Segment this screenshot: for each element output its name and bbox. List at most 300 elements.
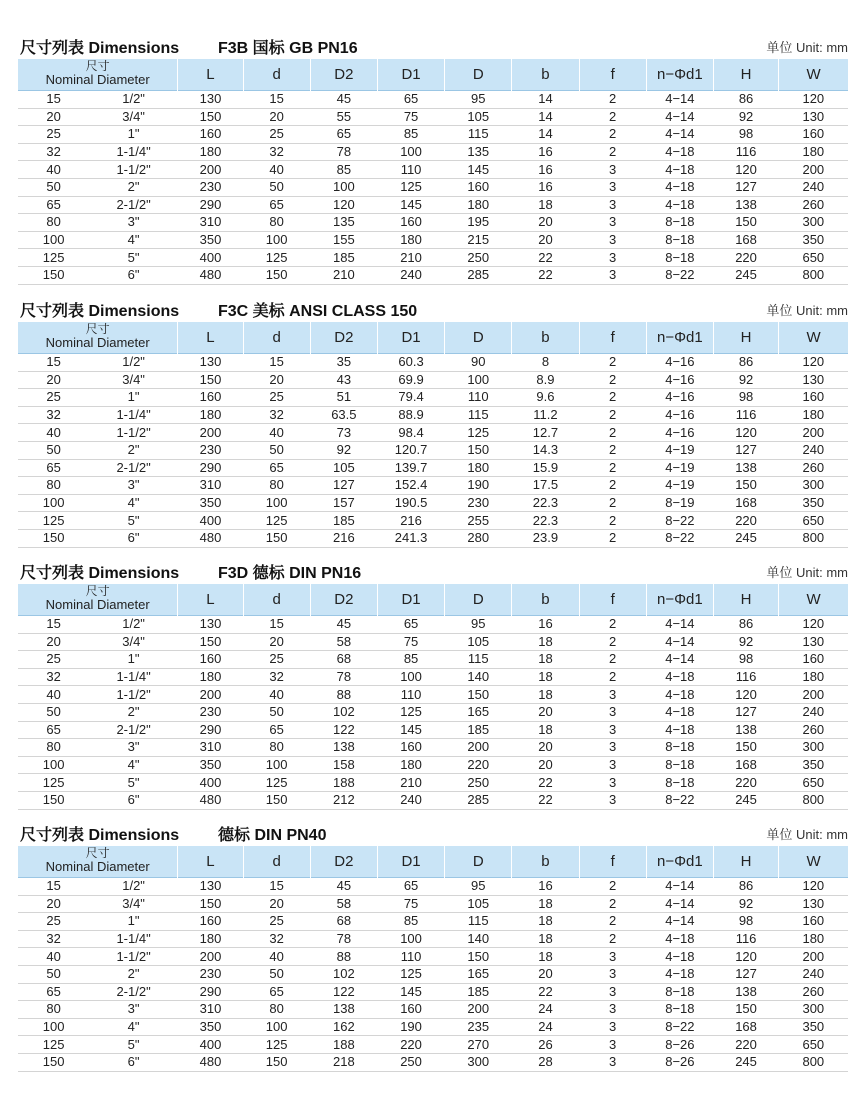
nominal-dn-cell: 25 [18,389,89,407]
col-l-cell: 180 [178,143,243,161]
col-f-cell: 2 [579,494,646,512]
col-h-cell: 127 [713,965,778,983]
col-h-cell: 116 [713,668,778,686]
col-h-cell: 138 [713,196,778,214]
nominal-inch-cell: 4" [89,231,178,249]
col-l-cell: 400 [178,774,243,792]
col-dd-cell: 150 [445,948,512,966]
col-w-cell: 650 [779,774,848,792]
col-n-d1-cell: 4−16 [646,354,713,372]
col-l-cell: 200 [178,948,243,966]
col-d1-cell: 152.4 [377,477,444,495]
col-l-cell: 200 [178,161,243,179]
table-row [18,477,848,495]
col-b-cell: 18 [512,196,579,214]
col-d1-cell: 241.3 [377,529,444,547]
col-b-cell: 16 [512,143,579,161]
table-row [18,756,848,774]
col-d1-cell: 65 [377,878,444,896]
col-w-cell: 350 [779,494,848,512]
nominal-dn-cell: 32 [18,143,89,161]
nominal-dn-cell: 50 [18,178,89,196]
col-d-cell: 65 [243,196,310,214]
col-dd-cell: 95 [445,616,512,634]
col-d2-cell: 63.5 [310,406,377,424]
header-col-d2: D2 [310,584,377,616]
col-d2-cell: 218 [310,1053,377,1071]
col-b-cell: 16 [512,178,579,196]
col-w-cell: 650 [779,512,848,530]
col-d1-cell: 75 [377,633,444,651]
header-col-b: b [512,584,579,616]
col-n-d1-cell: 4−14 [646,913,713,931]
nominal-dn-cell: 50 [18,965,89,983]
col-b-cell: 16 [512,616,579,634]
col-d-cell: 15 [243,354,310,372]
table-row [18,389,848,407]
nominal-inch-cell: 2-1/2" [89,983,178,1001]
col-b-cell: 18 [512,686,579,704]
nominal-dn-cell: 32 [18,930,89,948]
nominal-inch-cell: 1/2" [89,354,178,372]
header-col-n-d1: n−Φd1 [646,846,713,878]
table-row [18,424,848,442]
col-d1-cell: 100 [377,143,444,161]
nominal-inch-cell: 2" [89,441,178,459]
col-d-cell: 25 [243,389,310,407]
col-h-cell: 98 [713,913,778,931]
col-h-cell: 127 [713,441,778,459]
col-d2-cell: 68 [310,651,377,669]
col-d2-cell: 100 [310,178,377,196]
col-n-d1-cell: 8−22 [646,266,713,284]
header-nominal-diameter-cn: 尺寸 [85,584,110,598]
col-d2-cell: 105 [310,459,377,477]
col-d1-cell: 145 [377,983,444,1001]
col-h-cell: 168 [713,494,778,512]
col-dd-cell: 110 [445,389,512,407]
col-d2-cell: 102 [310,703,377,721]
col-w-cell: 650 [779,249,848,267]
col-d2-cell: 120 [310,196,377,214]
col-d1-cell: 85 [377,651,444,669]
col-w-cell: 800 [779,791,848,809]
table-row [18,686,848,704]
col-l-cell: 180 [178,930,243,948]
nominal-inch-cell: 2-1/2" [89,196,178,214]
col-n-d1-cell: 4−14 [646,616,713,634]
col-d-cell: 25 [243,651,310,669]
col-d-cell: 32 [243,143,310,161]
col-d2-cell: 88 [310,686,377,704]
col-b-cell: 24 [512,1018,579,1036]
dimension-section-1 [18,33,848,285]
table-row [18,126,848,144]
col-h-cell: 92 [713,108,778,126]
col-d2-cell: 158 [310,756,377,774]
table-row [18,965,848,983]
nominal-dn-cell: 125 [18,512,89,530]
header-col-d2: D2 [310,322,377,354]
table-row [18,721,848,739]
col-l-cell: 160 [178,389,243,407]
col-d2-cell: 138 [310,1001,377,1019]
col-w-cell: 180 [779,930,848,948]
col-dd-cell: 140 [445,930,512,948]
col-l-cell: 350 [178,1018,243,1036]
nominal-dn-cell: 32 [18,668,89,686]
nominal-dn-cell: 80 [18,214,89,232]
col-l-cell: 200 [178,424,243,442]
col-dd-cell: 235 [445,1018,512,1036]
col-n-d1-cell: 4−16 [646,406,713,424]
col-b-cell: 22 [512,266,579,284]
col-d2-cell: 185 [310,249,377,267]
nominal-inch-cell: 1-1/2" [89,161,178,179]
col-d-cell: 40 [243,948,310,966]
nominal-inch-cell: 1/2" [89,91,178,109]
col-b-cell: 24 [512,1001,579,1019]
col-d1-cell: 110 [377,161,444,179]
col-l-cell: 230 [178,441,243,459]
table-row [18,249,848,267]
col-f-cell: 2 [579,477,646,495]
col-d1-cell: 220 [377,1036,444,1054]
header-col-l: L [178,846,243,878]
col-d-cell: 20 [243,895,310,913]
col-d1-cell: 79.4 [377,389,444,407]
col-d-cell: 150 [243,791,310,809]
nominal-dn-cell: 80 [18,477,89,495]
col-b-cell: 18 [512,948,579,966]
col-dd-cell: 270 [445,1036,512,1054]
nominal-inch-cell: 3/4" [89,895,178,913]
section-standard: F3C 美标 ANSI CLASS 150 [218,303,418,320]
col-dd-cell: 200 [445,739,512,757]
col-d2-cell: 155 [310,231,377,249]
col-h-cell: 120 [713,424,778,442]
header-nominal-diameter-en: Nominal Diameter [45,72,150,87]
col-w-cell: 120 [779,354,848,372]
col-d1-cell: 160 [377,1001,444,1019]
col-dd-cell: 105 [445,895,512,913]
col-d-cell: 32 [243,406,310,424]
col-d1-cell: 110 [377,948,444,966]
col-n-d1-cell: 4−18 [646,703,713,721]
col-f-cell: 3 [579,161,646,179]
col-h-cell: 168 [713,1018,778,1036]
col-n-d1-cell: 4−18 [646,948,713,966]
col-d-cell: 50 [243,441,310,459]
col-n-d1-cell: 8−18 [646,983,713,1001]
col-d1-cell: 100 [377,668,444,686]
col-d1-cell: 125 [377,965,444,983]
col-d-cell: 125 [243,249,310,267]
col-b-cell: 22 [512,774,579,792]
header-col-w: W [779,584,848,616]
nominal-dn-cell: 150 [18,529,89,547]
col-h-cell: 168 [713,231,778,249]
col-d1-cell: 85 [377,913,444,931]
col-l-cell: 400 [178,249,243,267]
header-col-d2: D2 [310,59,377,91]
col-l-cell: 310 [178,214,243,232]
nominal-inch-cell: 5" [89,249,178,267]
col-n-d1-cell: 4−18 [646,196,713,214]
col-d2-cell: 43 [310,371,377,389]
header-col-d: d [243,322,310,354]
col-b-cell: 23.9 [512,529,579,547]
col-f-cell: 2 [579,143,646,161]
header-col-dd: D [445,59,512,91]
col-d1-cell: 180 [377,756,444,774]
col-d1-cell: 145 [377,721,444,739]
col-n-d1-cell: 4−14 [646,633,713,651]
col-dd-cell: 185 [445,983,512,1001]
col-f-cell: 3 [579,1018,646,1036]
table-row [18,196,848,214]
table-row [18,354,848,372]
col-w-cell: 300 [779,1001,848,1019]
col-w-cell: 130 [779,371,848,389]
nominal-inch-cell: 1/2" [89,616,178,634]
nominal-inch-cell: 3/4" [89,633,178,651]
col-d1-cell: 180 [377,231,444,249]
col-f-cell: 2 [579,930,646,948]
col-dd-cell: 200 [445,1001,512,1019]
col-w-cell: 120 [779,91,848,109]
col-d-cell: 150 [243,266,310,284]
col-d2-cell: 58 [310,895,377,913]
col-w-cell: 120 [779,616,848,634]
table-row [18,1018,848,1036]
col-b-cell: 18 [512,913,579,931]
col-l-cell: 400 [178,1036,243,1054]
col-l-cell: 160 [178,913,243,931]
col-b-cell: 22.3 [512,512,579,530]
col-l-cell: 310 [178,1001,243,1019]
nominal-inch-cell: 1" [89,651,178,669]
table-row [18,668,848,686]
col-d2-cell: 92 [310,441,377,459]
nominal-dn-cell: 40 [18,424,89,442]
header-nominal-diameter-en: Nominal Diameter [45,859,150,874]
nominal-inch-cell: 3/4" [89,108,178,126]
col-n-d1-cell: 4−16 [646,424,713,442]
col-n-d1-cell: 4−18 [646,143,713,161]
section-standard: F3D 德标 DIN PN16 [218,565,362,582]
col-f-cell: 3 [579,739,646,757]
table-header-row [18,584,848,616]
header-col-n-d1: n−Φd1 [646,322,713,354]
col-l-cell: 150 [178,895,243,913]
col-b-cell: 18 [512,633,579,651]
table-row [18,178,848,196]
nominal-dn-cell: 25 [18,126,89,144]
col-n-d1-cell: 8−18 [646,231,713,249]
col-w-cell: 160 [779,913,848,931]
col-b-cell: 28 [512,1053,579,1071]
col-w-cell: 120 [779,878,848,896]
col-f-cell: 2 [579,895,646,913]
col-d2-cell: 35 [310,354,377,372]
col-b-cell: 22 [512,791,579,809]
nominal-inch-cell: 1-1/2" [89,948,178,966]
col-d1-cell: 88.9 [377,406,444,424]
col-h-cell: 92 [713,633,778,651]
col-h-cell: 116 [713,143,778,161]
col-d1-cell: 75 [377,108,444,126]
header-nominal-diameter [18,59,178,91]
header-col-d: d [243,584,310,616]
col-dd-cell: 140 [445,668,512,686]
section-title: 尺寸列表 Dimensions [20,303,180,320]
table-row [18,1001,848,1019]
nominal-inch-cell: 5" [89,512,178,530]
col-dd-cell: 195 [445,214,512,232]
col-d1-cell: 60.3 [377,354,444,372]
nominal-inch-cell: 4" [89,494,178,512]
col-w-cell: 180 [779,143,848,161]
col-n-d1-cell: 4−14 [646,126,713,144]
col-dd-cell: 160 [445,178,512,196]
col-d1-cell: 210 [377,249,444,267]
col-dd-cell: 180 [445,459,512,477]
header-col-dd: D [445,846,512,878]
table-row [18,739,848,757]
table-row [18,948,848,966]
col-l-cell: 160 [178,651,243,669]
nominal-dn-cell: 150 [18,791,89,809]
col-h-cell: 220 [713,1036,778,1054]
header-col-b: b [512,322,579,354]
dimensions-table [18,322,848,548]
col-f-cell: 3 [579,196,646,214]
nominal-inch-cell: 5" [89,774,178,792]
col-d1-cell: 190 [377,1018,444,1036]
col-d1-cell: 100 [377,930,444,948]
col-d-cell: 40 [243,424,310,442]
nominal-inch-cell: 1-1/2" [89,686,178,704]
header-col-b: b [512,846,579,878]
col-d2-cell: 78 [310,930,377,948]
header-nominal-diameter-cn: 尺寸 [85,322,110,336]
col-b-cell: 8 [512,354,579,372]
col-f-cell: 3 [579,231,646,249]
nominal-inch-cell: 1" [89,913,178,931]
nominal-dn-cell: 15 [18,616,89,634]
col-f-cell: 3 [579,1001,646,1019]
col-d2-cell: 65 [310,126,377,144]
col-n-d1-cell: 4−14 [646,895,713,913]
col-w-cell: 800 [779,266,848,284]
col-n-d1-cell: 4−14 [646,651,713,669]
col-l-cell: 130 [178,616,243,634]
col-b-cell: 17.5 [512,477,579,495]
col-d1-cell: 190.5 [377,494,444,512]
col-h-cell: 138 [713,983,778,1001]
table-row [18,371,848,389]
col-w-cell: 200 [779,686,848,704]
col-f-cell: 2 [579,91,646,109]
col-h-cell: 138 [713,721,778,739]
nominal-inch-cell: 5" [89,1036,178,1054]
header-col-f: f [579,322,646,354]
col-d-cell: 125 [243,512,310,530]
col-b-cell: 20 [512,965,579,983]
col-l-cell: 350 [178,494,243,512]
col-n-d1-cell: 4−19 [646,441,713,459]
col-dd-cell: 220 [445,756,512,774]
header-col-dd: D [445,584,512,616]
col-n-d1-cell: 4−18 [646,965,713,983]
section-header [18,820,848,846]
col-w-cell: 350 [779,231,848,249]
col-d1-cell: 210 [377,774,444,792]
col-h-cell: 127 [713,178,778,196]
col-h-cell: 220 [713,774,778,792]
nominal-inch-cell: 6" [89,1053,178,1071]
col-h-cell: 98 [713,126,778,144]
col-l-cell: 130 [178,878,243,896]
table-row [18,1036,848,1054]
col-n-d1-cell: 4−16 [646,371,713,389]
unit-label: 单位 Unit: mm [766,40,848,55]
col-h-cell: 86 [713,91,778,109]
table-row [18,1053,848,1071]
col-f-cell: 3 [579,791,646,809]
col-n-d1-cell: 8−18 [646,1001,713,1019]
col-d2-cell: 55 [310,108,377,126]
col-l-cell: 480 [178,529,243,547]
col-b-cell: 18 [512,651,579,669]
col-l-cell: 480 [178,791,243,809]
col-n-d1-cell: 8−18 [646,756,713,774]
col-h-cell: 245 [713,529,778,547]
col-d-cell: 150 [243,1053,310,1071]
table-row [18,616,848,634]
col-w-cell: 130 [779,108,848,126]
col-dd-cell: 230 [445,494,512,512]
col-d1-cell: 98.4 [377,424,444,442]
col-dd-cell: 105 [445,108,512,126]
dimension-section-2 [18,296,848,548]
col-f-cell: 2 [579,441,646,459]
col-d2-cell: 51 [310,389,377,407]
col-h-cell: 120 [713,161,778,179]
col-f-cell: 3 [579,1053,646,1071]
col-w-cell: 160 [779,389,848,407]
col-w-cell: 350 [779,1018,848,1036]
col-b-cell: 26 [512,1036,579,1054]
col-h-cell: 92 [713,371,778,389]
col-d2-cell: 162 [310,1018,377,1036]
col-h-cell: 245 [713,791,778,809]
header-col-n-d1: n−Φd1 [646,59,713,91]
col-w-cell: 800 [779,1053,848,1071]
col-dd-cell: 300 [445,1053,512,1071]
col-d1-cell: 75 [377,895,444,913]
col-n-d1-cell: 4−18 [646,721,713,739]
table-header-row [18,846,848,878]
col-d1-cell: 160 [377,739,444,757]
col-d2-cell: 78 [310,143,377,161]
col-n-d1-cell: 8−18 [646,214,713,232]
table-row [18,161,848,179]
col-b-cell: 11.2 [512,406,579,424]
col-d1-cell: 120.7 [377,441,444,459]
nominal-inch-cell: 3" [89,214,178,232]
